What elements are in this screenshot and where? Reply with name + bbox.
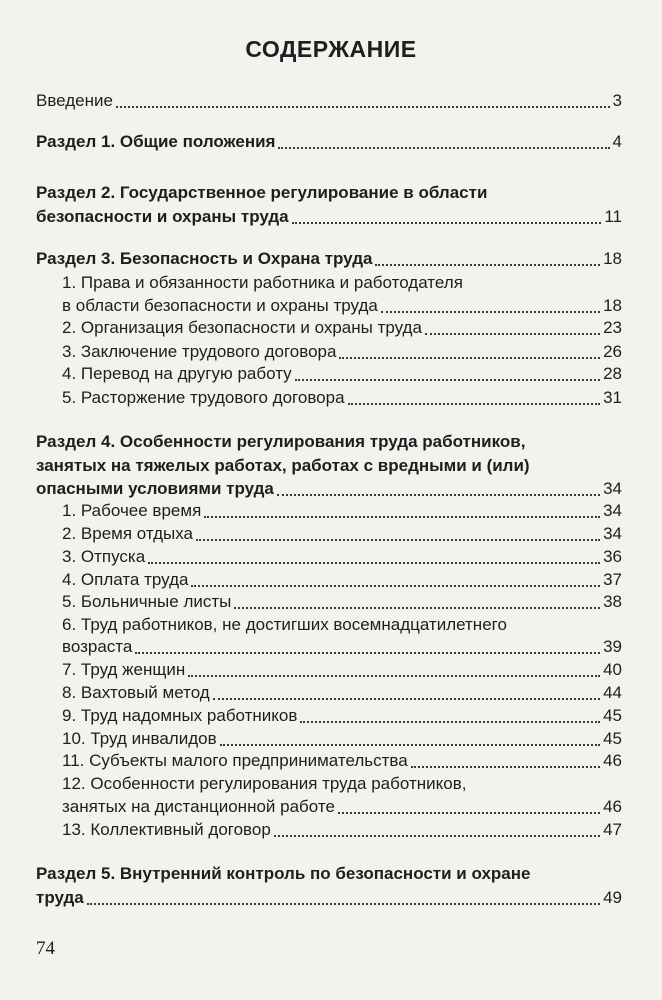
toc-page-number: 11 bbox=[604, 207, 622, 226]
dot-leader bbox=[278, 137, 609, 149]
toc-entry-4-12[interactable] bbox=[62, 796, 622, 818]
toc-entry-title: 5. Расторжение трудового договора bbox=[62, 388, 345, 407]
dot-leader bbox=[196, 529, 600, 541]
toc-page-number: 18 bbox=[603, 296, 622, 315]
dot-leader bbox=[274, 825, 600, 837]
toc-entry-title: 11. Субъекты малого предпринимательства bbox=[62, 751, 408, 770]
toc-entry-section-1[interactable] bbox=[36, 131, 622, 153]
toc-entry-3-1[interactable] bbox=[62, 295, 622, 317]
toc-entry-3-5[interactable] bbox=[62, 387, 622, 409]
toc-page-number: 18 bbox=[603, 249, 622, 268]
toc-entry-title: 2. Время отдыха bbox=[62, 524, 193, 543]
dot-leader bbox=[338, 802, 600, 814]
toc-entry-4-2[interactable] bbox=[62, 523, 622, 545]
toc-entry-section-3[interactable] bbox=[36, 248, 622, 270]
toc-entry-4-11[interactable] bbox=[62, 750, 622, 772]
toc-page-number: 4 bbox=[612, 132, 622, 151]
toc-entry-title: возраста bbox=[62, 637, 133, 656]
toc-entry-title: 3. Отпуска bbox=[62, 547, 146, 566]
toc-page-number: 26 bbox=[603, 342, 622, 361]
toc-page-number: 49 bbox=[603, 888, 622, 907]
toc-entry-section-4-line-1: Раздел 4. Особенности регулирования труда работников, bbox=[36, 432, 526, 451]
dot-leader bbox=[116, 96, 610, 108]
toc-entry-4-3[interactable] bbox=[62, 546, 622, 568]
dot-leader bbox=[204, 506, 600, 518]
dot-leader bbox=[295, 369, 600, 381]
dot-leader bbox=[292, 212, 602, 224]
dot-leader bbox=[220, 734, 600, 746]
toc-page-number: 38 bbox=[603, 592, 622, 611]
dot-leader bbox=[411, 756, 600, 768]
toc-entry-title: 10. Труд инвалидов bbox=[62, 729, 217, 748]
toc-page-number: 34 bbox=[603, 501, 622, 520]
toc-page-number: 34 bbox=[603, 524, 622, 543]
dot-leader bbox=[213, 688, 600, 700]
toc-entry-title: труда bbox=[36, 888, 84, 907]
toc-entry-section-4-line-2: занятых на тяжелых работах, работах с вредными и (или) bbox=[36, 456, 530, 475]
toc-entry-3-1-line-1: 1. Права и обязанности работника и работодателя bbox=[62, 273, 463, 292]
toc-page-number: 40 bbox=[603, 660, 622, 679]
toc-entry-section-2-line-1: Раздел 2. Государственное регулирование в области bbox=[36, 183, 488, 202]
toc-entry-title: 7. Труд женщин bbox=[62, 660, 186, 679]
toc-entry-4-7[interactable] bbox=[62, 659, 622, 681]
toc-entry-title: 2. Организация безопасности и охраны труда bbox=[62, 318, 422, 337]
dot-leader bbox=[375, 254, 600, 266]
toc-entry-4-6-line-1: 6. Труд работников, не достигших восемнадцатилетнего bbox=[62, 615, 507, 634]
toc-page-number: 28 bbox=[603, 364, 622, 383]
toc-entry-4-4[interactable] bbox=[62, 569, 622, 591]
toc-entry-section-5-line-1: Раздел 5. Внутренний контроль по безопасности и охране bbox=[36, 864, 531, 883]
dot-leader bbox=[188, 665, 600, 677]
toc-page-number: 45 bbox=[603, 729, 622, 748]
toc-page-number: 39 bbox=[603, 637, 622, 656]
toc-entry-title: в области безопасности и охраны труда bbox=[62, 296, 378, 315]
toc-entry-title: 1. Рабочее время bbox=[62, 501, 202, 520]
toc-entry-4-12-line-1: 12. Особенности регулирования труда работников, bbox=[62, 774, 467, 793]
toc-entry-4-1[interactable] bbox=[62, 500, 622, 522]
dot-leader bbox=[381, 301, 600, 313]
toc-page-number: 3 bbox=[612, 91, 622, 110]
toc-entry-4-6[interactable] bbox=[62, 636, 622, 658]
toc-entry-section-4[interactable] bbox=[36, 478, 622, 500]
toc-page-number: 23 bbox=[603, 318, 622, 337]
toc-entry-4-13[interactable] bbox=[62, 819, 622, 841]
toc-entry-title: 4. Перевод на другую работу bbox=[62, 364, 292, 383]
toc-entry-3-2[interactable] bbox=[62, 317, 622, 339]
toc-entry-title: безопасности и охраны труда bbox=[36, 207, 289, 226]
dot-leader bbox=[191, 575, 600, 587]
toc-entry-title: 3. Заключение трудового договора bbox=[62, 342, 337, 361]
toc-entry-title: 13. Коллективный договор bbox=[62, 820, 271, 839]
toc-entry-title: Раздел 3. Безопасность и Охрана труда bbox=[36, 249, 373, 268]
toc-entry-title: 5. Больничные листы bbox=[62, 592, 232, 611]
toc-entry-title: 8. Вахтовый метод bbox=[62, 683, 210, 702]
page-number: 74 bbox=[36, 938, 55, 959]
toc-entry-4-5[interactable] bbox=[62, 591, 622, 613]
toc-entry-title: опасными условиями труда bbox=[36, 479, 274, 498]
toc-page-number: 45 bbox=[603, 706, 622, 725]
toc-entry-4-8[interactable] bbox=[62, 682, 622, 704]
dot-leader bbox=[135, 642, 600, 654]
toc-page-number: 46 bbox=[603, 751, 622, 770]
dot-leader bbox=[300, 711, 600, 723]
toc-entry-section-2[interactable] bbox=[36, 206, 622, 228]
toc-page-number: 44 bbox=[603, 683, 622, 702]
toc-entry-3-3[interactable] bbox=[62, 341, 622, 363]
toc-page-number: 47 bbox=[603, 820, 622, 839]
page-title: СОДЕРЖАНИЕ bbox=[245, 36, 417, 62]
dot-leader bbox=[348, 393, 601, 405]
toc-entry-section-5[interactable] bbox=[36, 887, 622, 909]
toc-page-number: 36 bbox=[603, 547, 622, 566]
toc-entry-title: Введение bbox=[36, 91, 113, 110]
toc-entry-4-9[interactable] bbox=[62, 705, 622, 727]
toc-entry-3-4[interactable] bbox=[62, 363, 622, 385]
dot-leader bbox=[339, 347, 600, 359]
toc-entry-title: 9. Труд надомных работников bbox=[62, 706, 298, 725]
dot-leader bbox=[425, 323, 600, 335]
toc-page-number: 34 bbox=[603, 479, 622, 498]
toc-entry-title: занятых на дистанционной работе bbox=[62, 797, 335, 816]
toc-entry-4-10[interactable] bbox=[62, 728, 622, 750]
dot-leader bbox=[148, 552, 600, 564]
toc-entry-intro[interactable] bbox=[36, 90, 622, 112]
toc-page-number: 31 bbox=[603, 388, 622, 407]
dot-leader bbox=[87, 893, 600, 905]
dot-leader bbox=[234, 597, 600, 609]
toc-entry-title: 4. Оплата труда bbox=[62, 570, 189, 589]
toc-page-number: 46 bbox=[603, 797, 622, 816]
toc-page-number: 37 bbox=[603, 570, 622, 589]
toc-entry-title: Раздел 1. Общие положения bbox=[36, 132, 276, 151]
dot-leader bbox=[277, 484, 600, 496]
